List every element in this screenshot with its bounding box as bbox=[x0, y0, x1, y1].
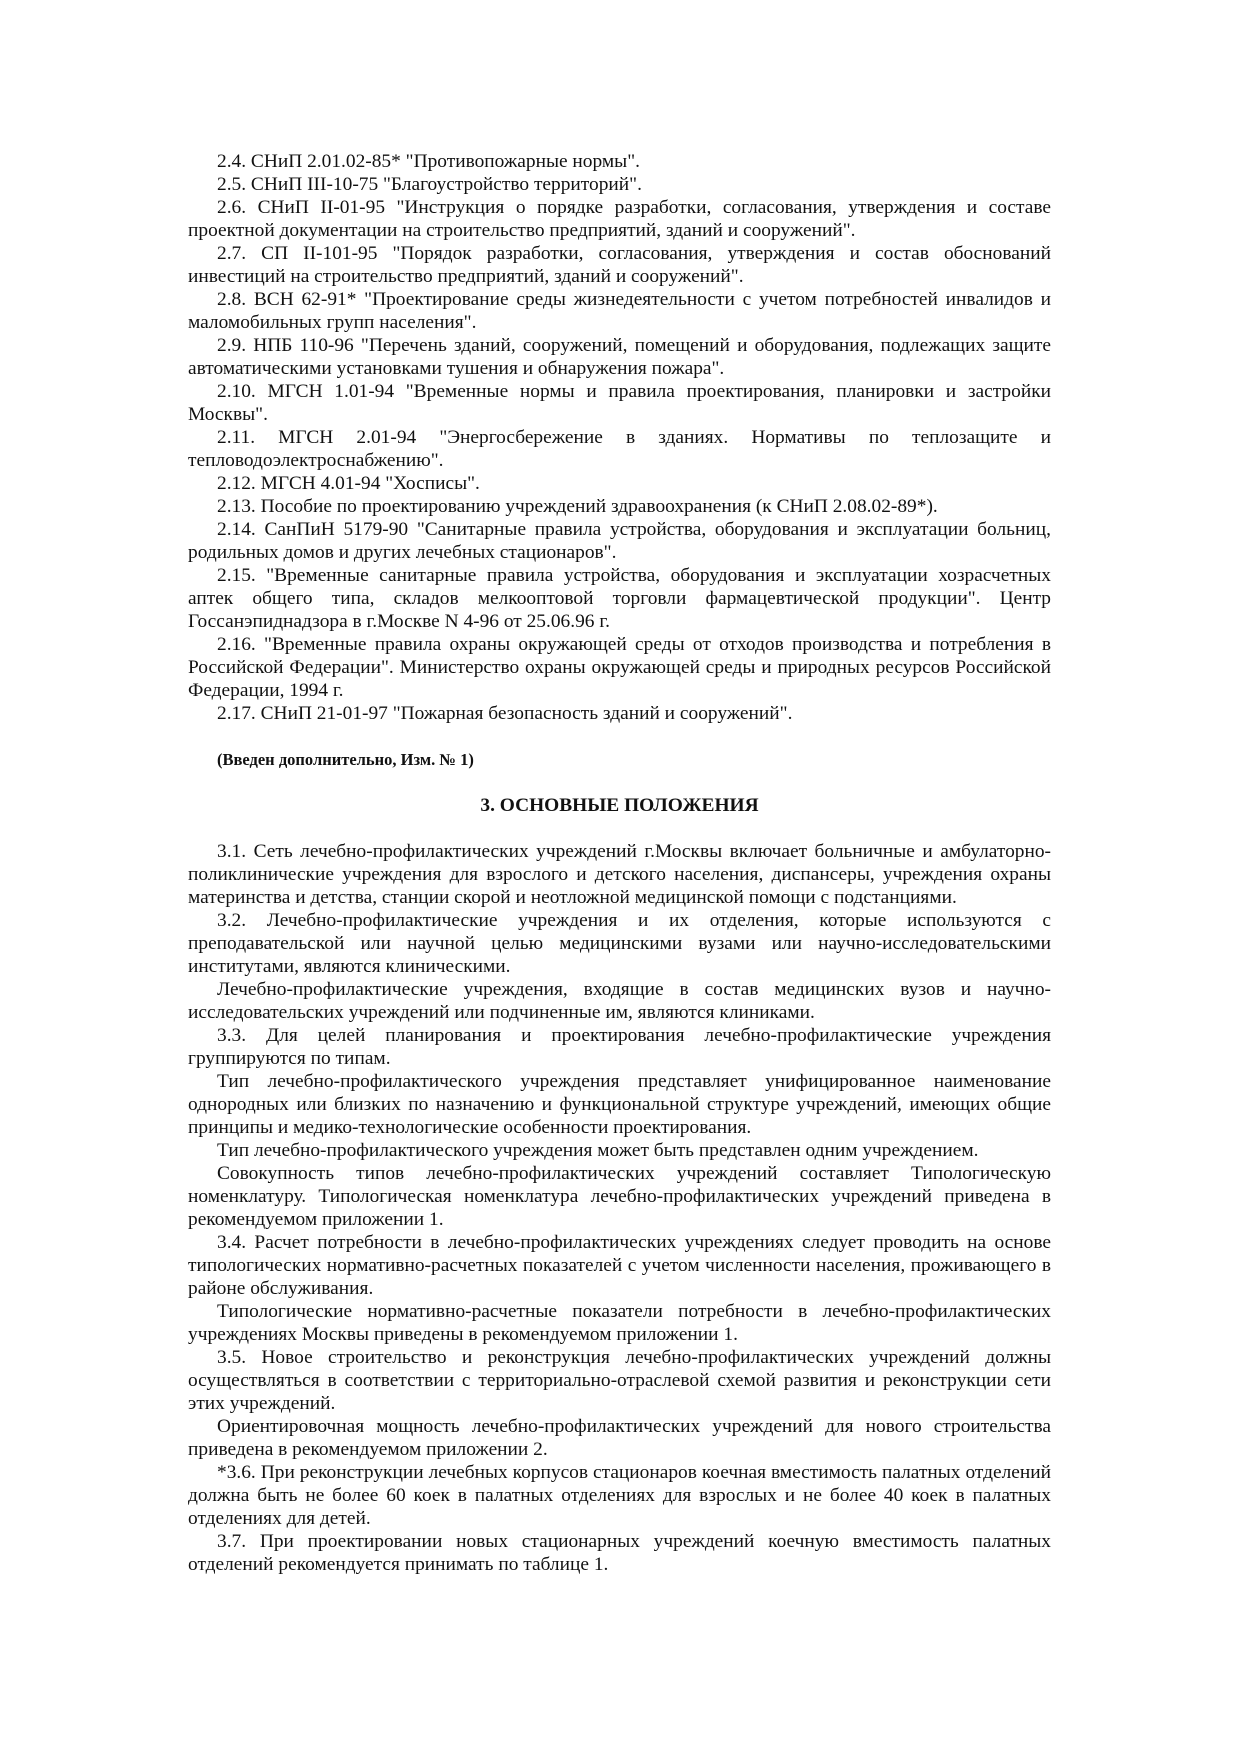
section-heading: 3. ОСНОВНЫЕ ПОЛОЖЕНИЯ bbox=[480, 795, 759, 816]
list-item: 2.16. "Временные правила охраны окружающей среды от отходов производства и потребления в Российской Федерации". Министерство охраны окружающей среды и природных ресурсов Российской Федерации, 1994 г. bbox=[188, 634, 1051, 701]
list-item: 2.7. СП II-101-95 "Порядок разработки, согласования, утверждения и состав обоснований инвестиций на строительство предприятий, зданий и сооружений". bbox=[188, 243, 1051, 287]
paragraph: Тип лечебно-профилактического учреждения представляет унифицированное наименование однородных или близких по назначению и функциональной структуре учреждений, имеющих общие принципы и медико-технологические особенности проектирования. bbox=[188, 1071, 1051, 1138]
paragraph: 3.2. Лечебно-профилактические учреждения и их отделения, которые используются с преподавательской или научной целью медицинскими вузами или научно-исследовательскими институтами, являются клиническими. bbox=[188, 910, 1051, 977]
list-item: 2.13. Пособие по проектированию учреждений здравоохранения (к СНиП 2.08.02-89*). bbox=[217, 496, 938, 517]
paragraph: 3.3. Для целей планирования и проектирования лечебно-профилактические учреждения группируются по типам. bbox=[188, 1025, 1051, 1069]
list-item: 2.10. МГСН 1.01-94 "Временные нормы и правила проектирования, планировки и застройки Москвы". bbox=[188, 381, 1051, 425]
paragraph: Лечебно-профилактические учреждения, входящие в состав медицинских вузов и научно-исследовательских учреждений или подчиненные им, являются клиниками. bbox=[188, 979, 1051, 1023]
paragraph: 3.5. Новое строительство и реконструкция лечебно-профилактических учреждений должны осуществляться в соответствии с территориально-отраслевой схемой развития и реконструкции сети этих учреждений. bbox=[188, 1347, 1051, 1414]
section-body bbox=[188, 840, 1051, 1576]
spacer bbox=[188, 817, 1051, 840]
list-item: 2.14. СанПиН 5179-90 "Санитарные правила устройства, оборудования и эксплуатации больниц, родильных домов и других лечебных стационаров". bbox=[188, 519, 1051, 563]
normative-references-list bbox=[188, 150, 1051, 725]
spacer bbox=[188, 725, 1051, 748]
list-item: 2.8. ВСН 62-91* "Проектирование среды жизнедеятельности с учетом потребностей инвалидов и маломобильных групп населения". bbox=[188, 289, 1051, 333]
amendment-note: (Введен дополнительно, Изм. № 1) bbox=[217, 750, 474, 769]
paragraph: Ориентировочная мощность лечебно-профилактических учреждений для нового строительства приведена в рекомендуемом приложении 2. bbox=[188, 1416, 1051, 1460]
list-item: 2.17. СНиП 21-01-97 "Пожарная безопасность зданий и сооружений". bbox=[217, 703, 793, 724]
list-item: 2.5. СНиП III-10-75 "Благоустройство территорий". bbox=[217, 174, 642, 195]
list-item: 2.15. "Временные санитарные правила устройства, оборудования и эксплуатации хозрасчетных аптек общего типа, складов мелкооптовой торговли фармацевтической продукции". Центр Госсанэпиднадзора в г.Москве N 4-96 от 25.06.96 г. bbox=[188, 565, 1051, 632]
paragraph: Тип лечебно-профилактического учреждения может быть представлен одним учреждением. bbox=[217, 1140, 979, 1161]
paragraph: 3.4. Расчет потребности в лечебно-профилактических учреждениях следует проводить на основе типологических нормативно-расчетных показателей с учетом численности населения, проживающего в районе обслуживания. bbox=[188, 1232, 1051, 1299]
paragraph: 3.7. При проектировании новых стационарных учреждений коечную вместимость палатных отделений рекомендуется принимать по таблице 1. bbox=[188, 1531, 1051, 1575]
list-item: 2.4. СНиП 2.01.02-85* "Противопожарные нормы". bbox=[217, 151, 640, 172]
text-column bbox=[188, 150, 1051, 1576]
list-item: 2.9. НПБ 110-96 "Перечень зданий, сооружений, помещений и оборудования, подлежащих защите автоматическими установками тушения и обнаружения пожара". bbox=[188, 335, 1051, 379]
paragraph: 3.1. Сеть лечебно-профилактических учреждений г.Москвы включает больничные и амбулаторно-поликлинические учреждения для взрослого и детского населения, диспансеры, учреждения охраны материнства и детства, станции скорой и неотложной медицинской помощи с подстанциями. bbox=[188, 841, 1051, 908]
spacer bbox=[188, 771, 1051, 794]
paragraph: Совокупность типов лечебно-профилактических учреждений составляет Типологическую номенклатуру. Типологическая номенклатура лечебно-профилактических учреждений приведена в рекомендуемом приложении 1. bbox=[188, 1163, 1051, 1230]
paragraph: *3.6. При реконструкции лечебных корпусов стационаров коечная вместимость палатных отделений должна быть не более 60 коек в палатных отделениях для взрослых и не более 40 коек в палатных отделениях для детей. bbox=[188, 1462, 1051, 1529]
paragraph: Типологические нормативно-расчетные показатели потребности в лечебно-профилактических учреждениях Москвы приведены в рекомендуемом приложении 1. bbox=[188, 1301, 1051, 1345]
list-item: 2.6. СНиП II-01-95 "Инструкция о порядке разработки, согласования, утверждения и составе проектной документации на строительство предприятий, зданий и сооружений". bbox=[188, 197, 1051, 241]
list-item: 2.11. МГСН 2.01-94 "Энергосбережение в зданиях. Нормативы по теплозащите и тепловодоэлектроснабжению". bbox=[188, 427, 1051, 471]
list-item: 2.12. МГСН 4.01-94 "Хосписы". bbox=[217, 473, 480, 494]
